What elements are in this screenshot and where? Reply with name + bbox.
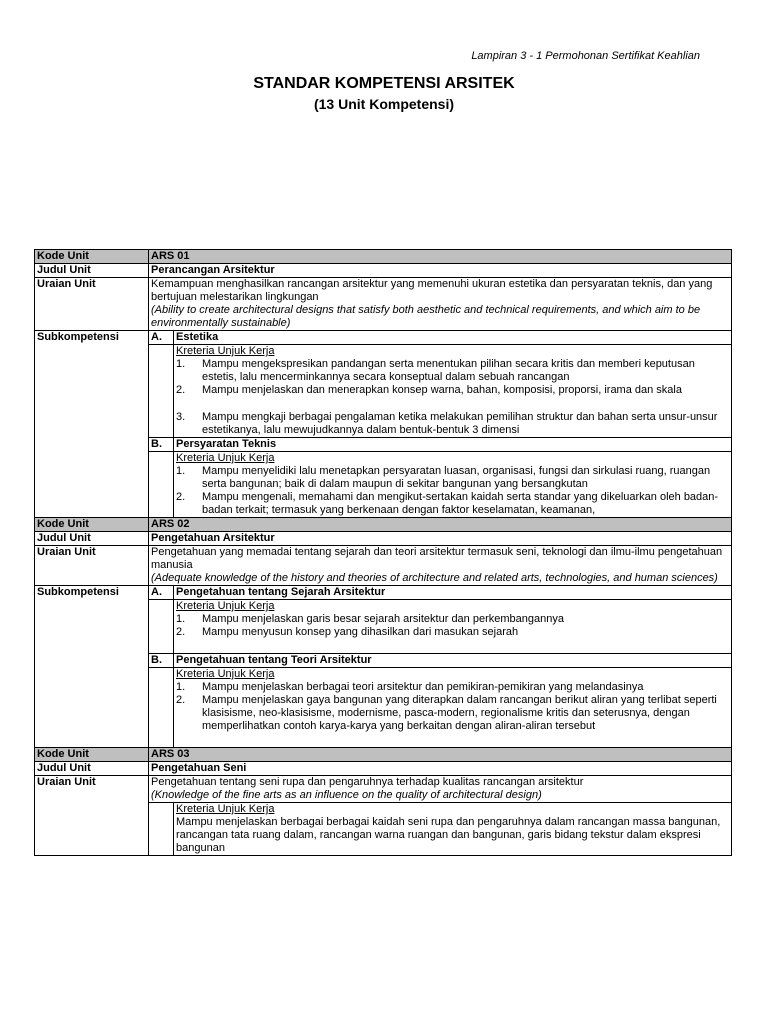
judul-unit-row <box>35 264 732 278</box>
criteria-item: 1. Mampu menyelidiki lalu menetapkan persyaratan luasan, organisasi, fungsi dan sirkulasi ruang, ruangan serta bangunan; baik di dalam maupun di sekitar bangunan yang bersangkutan <box>176 465 711 490</box>
sub-letter: A. <box>149 586 174 600</box>
page-title: STANDAR KOMPETENSI ARSITEK <box>253 75 515 92</box>
criteria-item: 3. Mampu mengkaji berbagai pengalaman ketika melakukan pemilihan struktur dan bahan serta unsur-unsur estetikanya, lalu mewujudkannya dalam bentuk-bentuk 3 dimensi <box>176 411 718 436</box>
judul-unit-row <box>35 762 732 776</box>
uraian-unit-value <box>149 546 732 586</box>
uraian-unit-label: Uraian Unit <box>35 546 149 586</box>
criteria-block <box>174 668 732 748</box>
annex-label: Lampiran 3 - 1 Permohonan Sertifikat Keahlian <box>471 50 700 62</box>
judul-unit-value: Perancangan Arsitektur <box>149 264 732 278</box>
sub-title: Estetika <box>174 331 732 345</box>
criteria-item: 2. Mampu menyusun konsep yang dihasilkan dari masukan sejarah <box>176 626 519 638</box>
sub-letter: A. <box>149 331 174 345</box>
uraian-unit-value <box>149 776 732 803</box>
uraian-unit-label: Uraian Unit <box>35 776 149 856</box>
criteria-item: 1. Mampu mengekspresikan pandangan serta menentukan pilihan secara kritis dan memberi keputusan estetis, lalu mencerminkannya secara konseptual dalam sebuah rancangan <box>176 358 695 383</box>
judul-unit-label: Judul Unit <box>35 532 149 546</box>
sub-letter: B. <box>149 654 174 668</box>
criteria-heading: Kreteria Unjuk Kerja <box>176 803 275 815</box>
criteria-heading: Kreteria Unjuk Kerja <box>176 452 275 464</box>
subkompetensi-row <box>35 586 732 600</box>
uraian-text: Pengetahuan yang memadai tentang sejarah dan teori arsitektur termasuk seni, teknologi dan ilmu-ilmu pengetahuan manusia <box>151 546 723 571</box>
uraian-unit-row <box>35 546 732 586</box>
sub-title: Pengetahuan tentang Sejarah Arsitektur <box>174 586 732 600</box>
kode-unit-label: Kode Unit <box>35 748 149 762</box>
uraian-text: Pengetahuan tentang seni rupa dan pengaruhnya terhadap kualitas rancangan arsitektur <box>151 776 584 788</box>
subkompetensi-label: Subkompetensi <box>35 586 149 748</box>
judul-unit-value: Pengetahuan Arsitektur <box>149 532 732 546</box>
criteria-heading: Kreteria Unjuk Kerja <box>176 600 275 612</box>
subkompetensi-label: Subkompetensi <box>35 331 149 518</box>
kode-unit-row <box>35 518 732 532</box>
kode-unit-value: ARS 01 <box>149 250 732 264</box>
criteria-heading: Kreteria Unjuk Kerja <box>176 345 275 357</box>
competency-table <box>34 249 732 856</box>
uraian-unit-row <box>35 776 732 803</box>
kode-unit-value: ARS 03 <box>149 748 732 762</box>
judul-unit-label: Judul Unit <box>35 762 149 776</box>
criteria-block <box>174 452 732 518</box>
judul-unit-value: Pengetahuan Seni <box>149 762 732 776</box>
page-subtitle: (13 Unit Kompetensi) <box>313 96 454 112</box>
uraian-unit-label: Uraian Unit <box>35 278 149 331</box>
uraian-english: (Ability to create architectural designs that satisfy both aesthetic and technical requirements, and which aim to be environmentally sustainable) <box>151 304 701 329</box>
sub-letter: B. <box>149 438 174 452</box>
criteria-text: Mampu menjelaskan berbagai berbagai kaidah seni rupa dan pengaruhnya dalam rancangan massa bangunan, rancangan tata ruang dalam, rancangan warna ruangan dan bangunan, garis bidang tekstur dalam ekspresi bangunan <box>176 816 721 854</box>
uraian-text: Kemampuan menghasilkan rancangan arsitektur yang memenuhi ukuran estetika dan persyaratan teknis, dan yang bertujuan melestarikan lingkungan <box>151 278 713 303</box>
criteria-heading: Kreteria Unjuk Kerja <box>176 668 275 680</box>
criteria-item: 1. Mampu menjelaskan berbagai teori arsitektur dan pemikiran-pemikiran yang melandasinya <box>176 681 644 693</box>
kode-unit-row <box>35 250 732 264</box>
judul-unit-row <box>35 532 732 546</box>
kode-unit-label: Kode Unit <box>35 518 149 532</box>
kode-unit-label: Kode Unit <box>35 250 149 264</box>
uraian-english: (Knowledge of the fine arts as an influence on the quality of architectural design) <box>151 789 542 801</box>
criteria-block <box>174 345 732 438</box>
criteria-item: 2. Mampu mengenali, memahami dan mengikut-sertakan kaidah serta standar yang dikeluarkan oleh badan-badan terkait; termasuk yang berkenaan dengan faktor keselamatan, keamanan, <box>176 491 719 516</box>
subkompetensi-row <box>35 331 732 345</box>
criteria-block <box>174 600 732 654</box>
judul-unit-label: Judul Unit <box>35 264 149 278</box>
criteria-block <box>174 803 732 856</box>
sub-title: Persyaratan Teknis <box>174 438 732 452</box>
uraian-unit-row <box>35 278 732 331</box>
uraian-english: (Adequate knowledge of the history and theories of architecture and related arts, technologies, and human sciences) <box>151 572 718 584</box>
criteria-item: 1. Mampu menjelaskan garis besar sejarah arsitektur dan perkembangannya <box>176 613 564 625</box>
criteria-item: 2. Mampu menjelaskan dan menerapkan konsep warna, bahan, komposisi, proporsi, irama dan skala <box>176 384 682 396</box>
kode-unit-value: ARS 02 <box>149 518 732 532</box>
uraian-unit-value <box>149 278 732 331</box>
sub-title: Pengetahuan tentang Teori Arsitektur <box>174 654 732 668</box>
kode-unit-row <box>35 748 732 762</box>
criteria-item: 2. Mampu menjelaskan gaya bangunan yang diterapkan dalam rancangan berikut aliran yang terlibat seperti klasisisme, neo-klasisisme, modernisme, pasca-modern, regionalisme kritis dan seterusnya, dengan memperlihatkan contoh karya-karya yang berkaitan dengan aliran-aliran tersebut <box>176 694 717 732</box>
